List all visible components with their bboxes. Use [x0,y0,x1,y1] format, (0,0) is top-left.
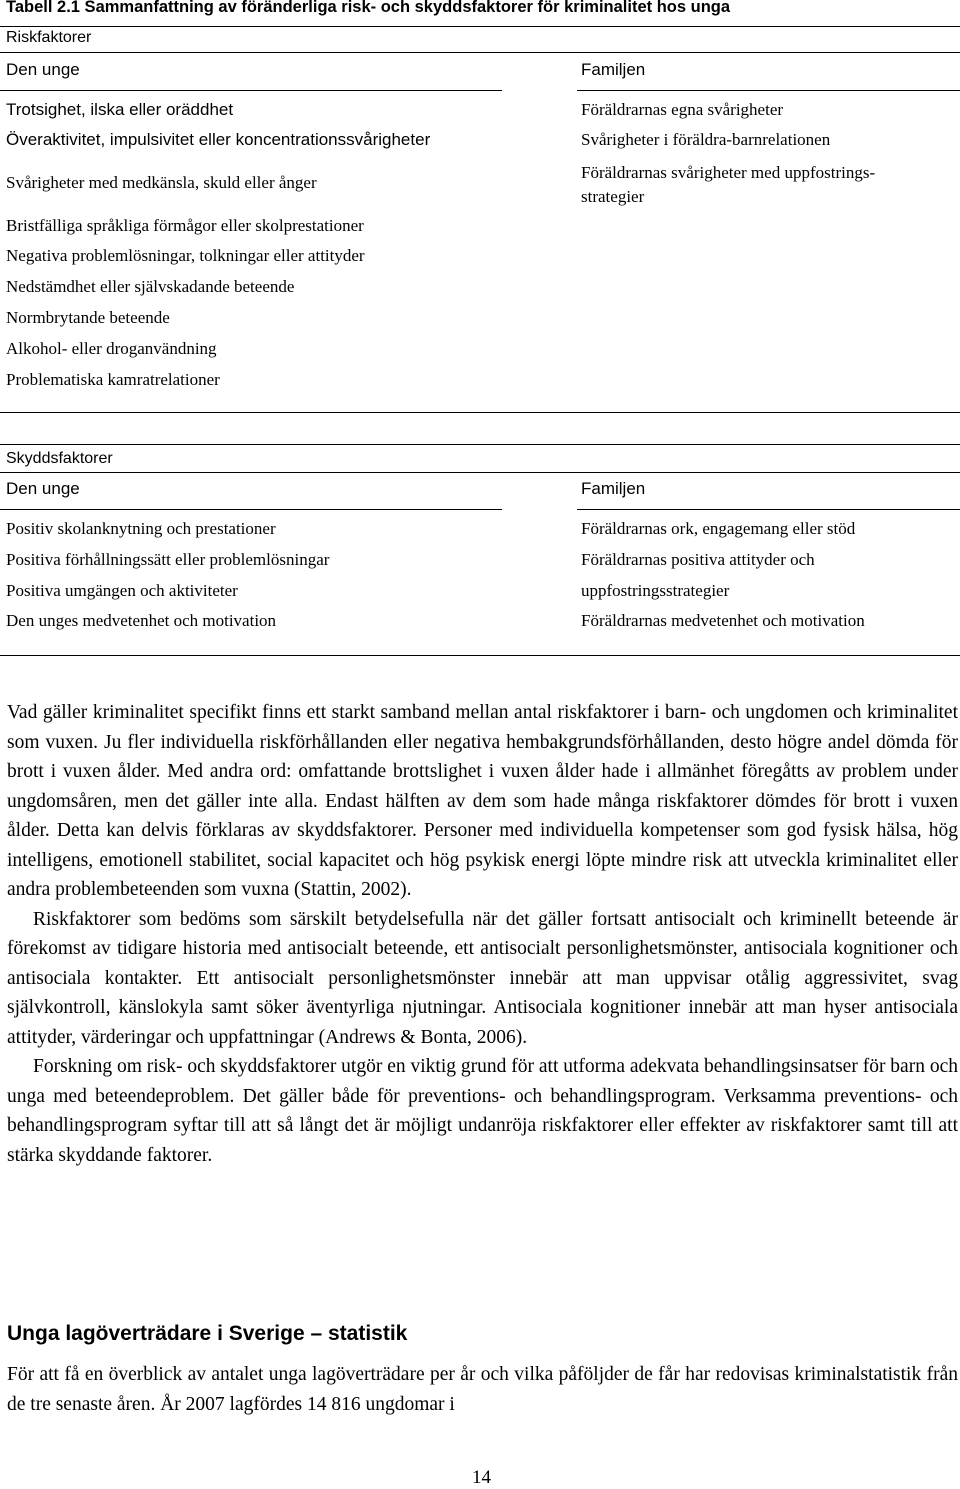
table-caption: Tabell 2.1 Sammanfattning av föränderliga risk- och skyddsfaktorer för kriminalitet hos unga [6,0,731,16]
page-number: 14 [472,1467,491,1488]
protect-youth-item: Den unges medvetenhet och motivation [6,611,277,630]
risk-youth-item: Normbrytande beteende [6,308,170,327]
rule-under-protect-youth-heading [0,509,502,510]
rule-top [0,26,960,27]
risk-family-item: Föräldrarnas egna svårigheter [581,100,784,119]
body-text [7,698,958,1170]
risk-youth-item: Problematiska kamratrelationer [6,370,220,389]
section-heading: Unga lagöverträdare i Sverige – statistik [7,1322,408,1345]
risk-youth-item: Bristfälliga språkliga förmågor eller skolprestationer [6,216,364,235]
risk-youth-item: Trotsighet, ilska eller oräddhet [6,100,234,119]
rule-under-risk-heading [0,52,960,53]
risk-youth-item: Negativa problemlösningar, tolkningar eller attityder [6,246,365,265]
risk-youth-item: Alkohol- eller droganvändning [6,339,217,358]
risk-family-item: Föräldrarnas svårigheter med uppfostrings- [581,163,876,182]
body-paragraph: Forskning om risk- och skyddsfaktorer utgör en viktig grund för att utforma adekvata behandlingsinsatser för barn och unga med beteendeproblem. Det gäller både för preventions- och behandlingsprogram. Verksamma preventions- och behandlingsprogram syftar till att så långt det är möjligt undanröja riskfaktorer eller effekter av riskfaktorer samt till att stärka skyddande faktorer. [7,1056,958,1166]
risk-col-heading-family: Familjen [581,60,646,79]
risk-youth-item: Nedstämdhet eller självskadande beteende [6,277,295,296]
protect-family-item: Föräldrarnas positiva attityder och [581,550,815,569]
rule-under-youth-heading [0,90,502,91]
protect-youth-item: Positiv skolanknytning och prestationer [6,519,276,538]
protect-col-heading-family: Familjen [581,479,646,498]
protect-section-heading: Skyddsfaktorer [6,450,113,467]
risk-youth-item: Överaktivitet, impulsivitet eller koncentrationssvårigheter [6,130,431,149]
risk-family-item: strategier [581,187,645,206]
protect-family-item: uppfostringsstrategier [581,581,730,600]
rule-protect-top [0,444,960,445]
risk-youth-item: Svårigheter med medkänsla, skuld eller ånger [6,173,317,192]
rule-under-protect-heading [0,472,960,473]
body-paragraph: Vad gäller kriminalitet specifikt finns ett starkt samband mellan antal riskfaktorer i barn- och ungdomen och kriminalitet som vuxen. Ju fler individuella riskförhållanden eller negativa hembakgrundsförhållanden, desto högre andel dömda för brott i vuxen ålder. Med andra ord: omfattande brottslighet i vuxen ålder hade i allmänhet föregåtts av problem under ungdomsåren, men det gäller inte alla. Endast hälften av dem som hade många riskfaktorer dömdes för brott i vuxen ålder. Detta kan delvis förklaras av skyddsfaktorer. Personer med individuella kompetenser som god fysisk hälsa, hög intelligens, emotionell stabilitet, social kapacitet och hög psykisk energi löpte mindre risk att utveckla kriminalitet eller andra problembeteenden som vuxna (Stattin, 2002). [7,702,958,900]
protect-youth-item: Positiva umgängen och aktiviteter [6,581,238,600]
protect-col-heading-youth: Den unge [6,479,80,498]
section-paragraph: För att få en överblick av antalet unga lagöverträdare per år och vilka påföljder de får har redovisas kriminalstatistik från de tre senaste åren. År 2007 lagfördes 14 816 ungdomar i [7,1364,958,1415]
risk-col-heading-youth: Den unge [6,60,80,79]
rule-risk-end [0,412,960,413]
risk-section-heading: Riskfaktorer [6,29,92,46]
rule-under-family-heading [577,90,960,91]
rule-protect-end [0,655,960,656]
rule-under-protect-family-heading [577,509,960,510]
section-body [7,1360,958,1419]
protect-youth-item: Positiva förhållningssätt eller problemlösningar [6,550,330,569]
protect-family-item: Föräldrarnas medvetenhet och motivation [581,611,865,630]
body-paragraph: Riskfaktorer som bedöms som särskilt betydelsefulla när det gäller fortsatt antisocialt och kriminellt beteende är förekomst av tidigare historia med antisocialt beteende, ett antisocialt personlighetsmönster, antisociala kognitioner och antisociala kontakter. Ett antisocialt personlighetsmönster innebär att man uppvisar otålig aggressivitet, svag självkontroll, känslokyla samt söker äventyrliga njutningar. Antisociala kognitioner innebär att man hyser antisociala attityder, värderingar och uppfattningar (Andrews & Bonta, 2006). [7,908,958,1048]
risk-family-item: Svårigheter i föräldra-barnrelationen [581,130,831,149]
protect-family-item: Föräldrarnas ork, engagemang eller stöd [581,519,856,538]
